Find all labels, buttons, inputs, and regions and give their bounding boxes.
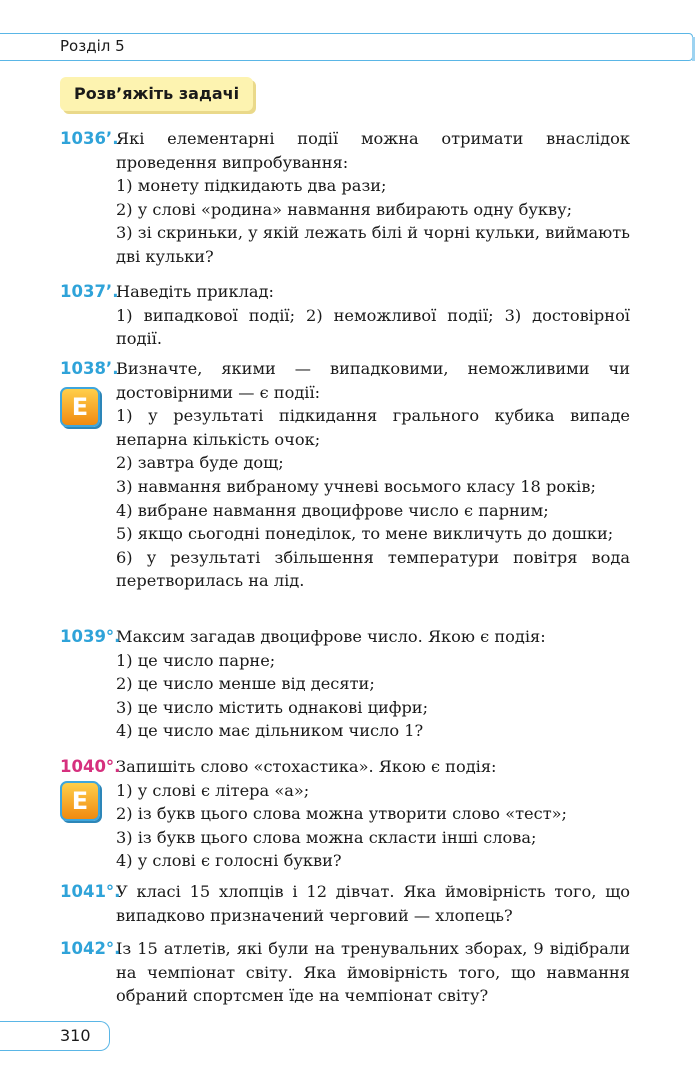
problem-1038 — [60, 357, 630, 593]
section-title: Розв’яжіть задачі — [60, 77, 253, 111]
list-item: 3) зі скриньки, у якій лежать білі й чорні кульки, виймають дві кульки? — [116, 223, 630, 266]
list-item: 3) навмання вибраному учневі восьмого класу 18 років; — [116, 476, 596, 496]
exercise-e-icon: Е — [60, 781, 100, 821]
problem-items — [60, 779, 630, 873]
list-item: 3) із букв цього слова можна скласти інші слова; — [116, 827, 537, 847]
exercise-e-icon: Е — [60, 387, 100, 427]
problem-statement: Запишіть слово «стохастика». Якою є подія: — [116, 757, 497, 776]
problem-number: 1042°. — [60, 939, 121, 958]
problem-1042 — [60, 937, 630, 1008]
problem-number: 1040°. — [60, 757, 121, 776]
list-item: 1) у результаті підкидання грального кубика випаде непарна кількість очок; — [116, 406, 630, 449]
chapter-label: Розділ 5 — [60, 37, 125, 55]
problem-number: 1036’. — [60, 129, 119, 148]
problem-number: 1038’. — [60, 359, 119, 378]
list-item: 3) це число містить однакові цифри; — [116, 697, 429, 717]
problem-statement: Визначте, якими — випадковими, неможливими чи достовірними — є події: — [116, 359, 630, 402]
list-item: 2) завтра буде дощ; — [116, 453, 284, 473]
problem-statement: У класі 15 хлопців і 12 дівчат. Яка ймовірність того, що випадково призначений черговий — хлопець? — [116, 882, 630, 925]
problem-number: 1039°. — [60, 627, 121, 646]
list-item: 5) якщо сьогодні понеділок, то мене викличуть до дошки; — [116, 524, 614, 544]
list-item: 4) вибране навмання двоцифрове число є парним; — [116, 500, 549, 520]
problem-items — [60, 304, 630, 351]
list-item: 2) у слові «родина» навмання вибирають одну букву; — [116, 199, 573, 219]
list-item: 1) монету підкидають два рази; — [116, 176, 387, 196]
problem-items — [60, 404, 630, 593]
problem-items — [60, 174, 630, 268]
problem-number: 1037’. — [60, 282, 119, 301]
problem-items — [60, 649, 630, 743]
list-item: 2) із букв цього слова можна утворити слово «тест»; — [116, 804, 568, 824]
list-item: 1) це число парне; — [116, 650, 276, 670]
list-item: 1) у слові є літера «а»; — [116, 780, 310, 800]
list-item: 2) це число менше від десяти; — [116, 674, 375, 694]
problem-statement: Які елементарні події можна отримати внаслідок проведення випробування: — [116, 129, 630, 172]
problem-1039 — [60, 625, 630, 743]
list-item: 1) випадкової події; 2) неможливої події; 3) достовірної події. — [116, 305, 630, 349]
problem-1036 — [60, 127, 630, 269]
page-number-tab — [0, 1021, 110, 1051]
problem-statement: Наведіть приклад: — [116, 282, 274, 301]
problem-statement: Із 15 атлетів, які були на тренувальних зборах, 9 відібрали на чемпіонат світу. Яка ймовірність того, що навмання обраний спортсмен їде на чемпіонат світу? — [116, 939, 630, 1006]
chapter-header — [0, 33, 693, 61]
problem-statement: Максим загадав двоцифрове число. Якою є подія: — [116, 627, 546, 646]
list-item: 4) це число має дільником число 1? — [116, 721, 424, 741]
problem-1037 — [60, 280, 630, 351]
list-item: 6) у результаті збільшення температури повітря вода перетворилась на лід. — [116, 547, 630, 591]
list-item: 4) у слові є голосні букви? — [116, 851, 342, 871]
problem-1040 — [60, 755, 630, 873]
page-number: 310 — [60, 1026, 91, 1045]
problem-number: 1041°. — [60, 882, 121, 901]
problem-1041 — [60, 880, 630, 927]
